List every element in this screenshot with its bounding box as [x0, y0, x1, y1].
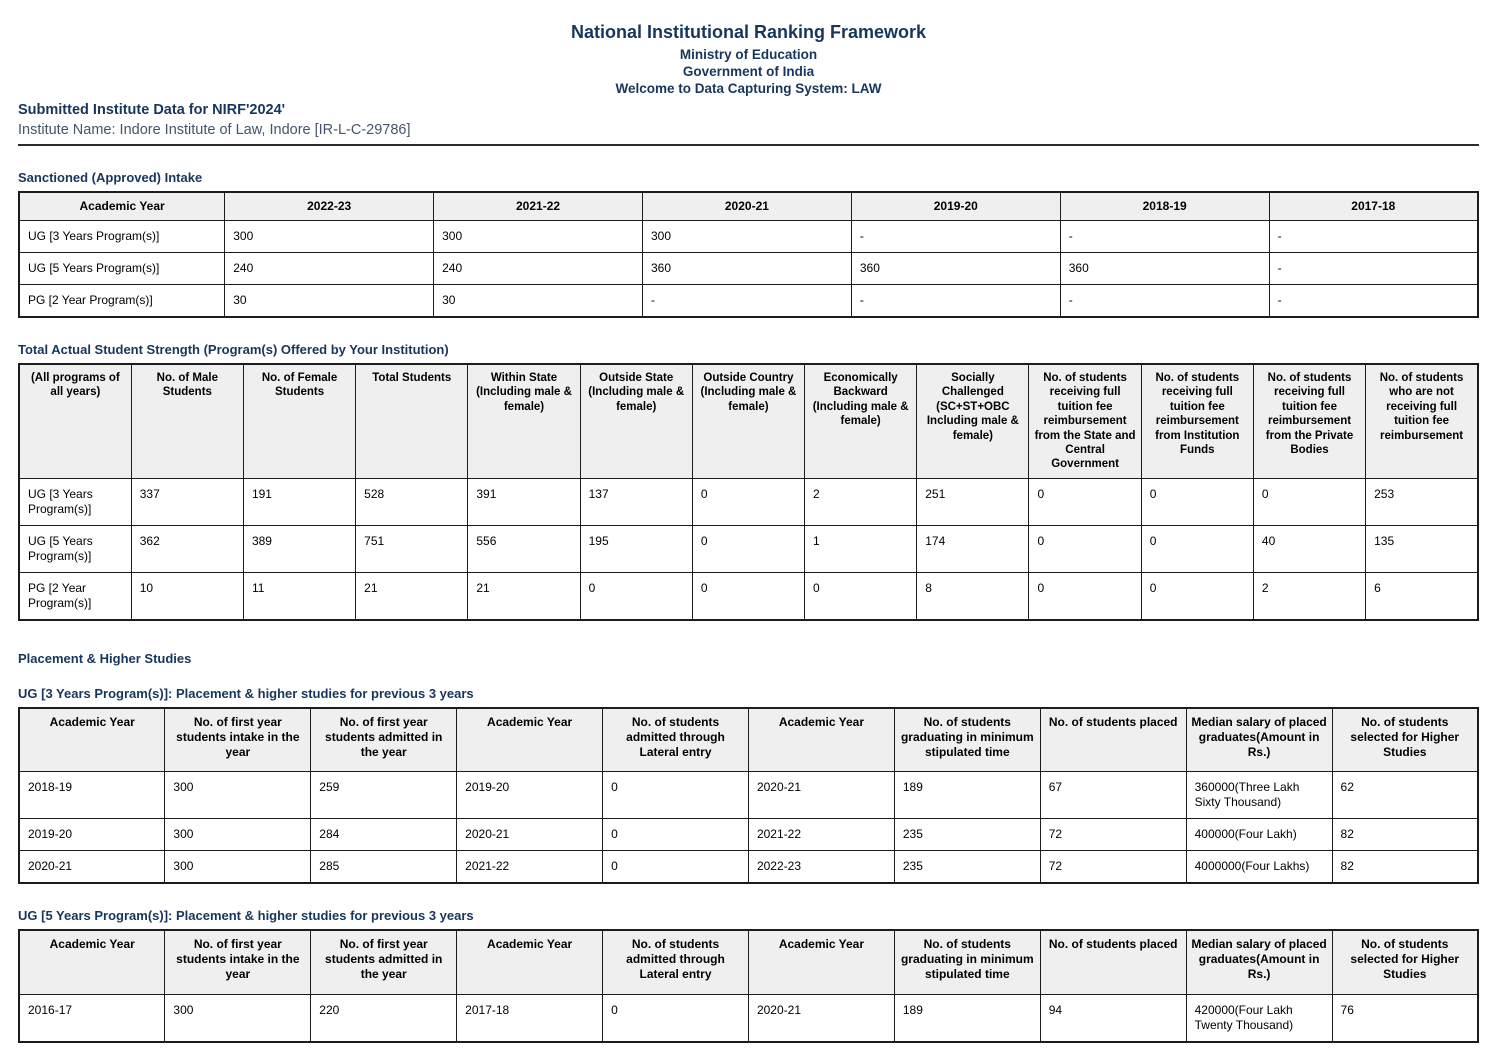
column-header: No. of students receiving full tuition fee reimbursement from the Private Bodies — [1253, 364, 1365, 478]
column-header: No. of first year students intake in the year — [165, 930, 311, 994]
column-header: No. of students receiving full tuition fee reimbursement from Institution Funds — [1141, 364, 1253, 478]
table-cell: 300 — [642, 221, 851, 253]
table-cell: 94 — [1040, 994, 1186, 1042]
placement-heading: Placement & Higher Studies — [18, 650, 192, 666]
column-header: No. of first year students admitted in the year — [311, 708, 457, 772]
placement-section — [18, 651, 1479, 1043]
table-cell: - — [642, 285, 851, 318]
institute-name: Institute Name: Indore Institute of Law, Indore [IR-L-C-29786] — [18, 122, 411, 138]
table-cell: 2019-20 — [457, 772, 603, 819]
ug5-placement-table — [18, 929, 1479, 1043]
spacer — [18, 146, 1479, 170]
table-cell: 0 — [1029, 572, 1141, 620]
column-header: No. of students who are not receiving full tuition fee reimbursement — [1366, 364, 1478, 478]
column-header: Median salary of placed graduates(Amount in Rs.) — [1186, 708, 1332, 772]
table-cell: 195 — [580, 525, 692, 572]
table-cell: 0 — [1029, 478, 1141, 525]
table-cell: 4000000(Four Lakhs) — [1186, 851, 1332, 884]
table-cell: 391 — [468, 478, 580, 525]
table-cell: 174 — [917, 525, 1029, 572]
table-cell: 72 — [1040, 819, 1186, 851]
sanctioned-intake-heading: Sanctioned (Approved) Intake — [18, 170, 203, 185]
column-header: Outside Country (Including male & female) — [692, 364, 804, 478]
column-header: No. of Female Students — [243, 364, 355, 478]
ug3-placement-table — [18, 707, 1479, 885]
table-cell: 8 — [917, 572, 1029, 620]
table-cell: 82 — [1332, 851, 1478, 884]
table-cell: 389 — [243, 525, 355, 572]
spacer — [18, 621, 1479, 651]
column-header: Outside State (Including male & female) — [580, 364, 692, 478]
table-cell: 528 — [356, 478, 468, 525]
table-cell: - — [1269, 221, 1478, 253]
table-cell: 360000(Three Lakh Sixty Thousand) — [1186, 772, 1332, 819]
table-cell: PG [2 Year Program(s)] — [19, 572, 131, 620]
column-header: Socially Challenged (SC+ST+OBC Including male & female) — [917, 364, 1029, 478]
column-header: (All programs of all years) — [19, 364, 131, 478]
column-header: No. of students admitted through Lateral entry — [603, 930, 749, 994]
table-cell: 259 — [311, 772, 457, 819]
column-header: No. of students placed — [1040, 930, 1186, 994]
table-cell: 2021-22 — [457, 851, 603, 884]
table-cell: 189 — [894, 994, 1040, 1042]
table-cell: 0 — [1141, 525, 1253, 572]
table-cell: 2020-21 — [457, 819, 603, 851]
submitted-data-heading: Submitted Institute Data for NIRF'2024' — [18, 102, 286, 118]
table-cell: 0 — [1141, 478, 1253, 525]
government-subtitle: Government of India — [682, 64, 815, 79]
table-cell: 240 — [225, 253, 434, 285]
column-header: No. of students receiving full tuition fee reimbursement from the State and Central Government — [1029, 364, 1141, 478]
table-cell: UG [3 Years Program(s)] — [19, 478, 131, 525]
table-cell: 76 — [1332, 994, 1478, 1042]
table-cell: - — [1269, 285, 1478, 318]
table-row — [19, 851, 1478, 884]
table-cell: 300 — [165, 994, 311, 1042]
table-cell: 556 — [468, 525, 580, 572]
table-cell: 360 — [642, 253, 851, 285]
table-row — [19, 772, 1478, 819]
table-cell: 6 — [1366, 572, 1478, 620]
spacer — [18, 672, 1479, 686]
table-cell: 220 — [311, 994, 457, 1042]
ug3-placement-heading: UG [3 Years Program(s)]: Placement & higher studies for previous 3 years — [18, 685, 474, 701]
table-row — [19, 253, 1478, 285]
table-cell: 82 — [1332, 819, 1478, 851]
table-cell: - — [851, 221, 1060, 253]
table-cell: 62 — [1332, 772, 1478, 819]
table-cell: 400000(Four Lakh) — [1186, 819, 1332, 851]
sanctioned-intake-section — [18, 170, 1479, 318]
table-cell: - — [851, 285, 1060, 318]
column-header: Academic Year — [19, 192, 225, 221]
table-cell: 2016-17 — [19, 994, 165, 1042]
table-cell: 67 — [1040, 772, 1186, 819]
table-cell: 191 — [243, 478, 355, 525]
table-cell: UG [3 Years Program(s)] — [19, 221, 225, 253]
column-header: 2021-22 — [434, 192, 643, 221]
ug5-placement-heading: UG [5 Years Program(s)]: Placement & higher studies for previous 3 years — [18, 908, 474, 924]
column-header: Academic Year — [748, 930, 894, 994]
column-header: 2022-23 — [225, 192, 434, 221]
column-header: Academic Year — [19, 930, 165, 994]
table-cell: 0 — [603, 994, 749, 1042]
table-cell: 251 — [917, 478, 1029, 525]
table-cell: PG [2 Year Program(s)] — [19, 285, 225, 318]
page-header — [18, 22, 1479, 96]
table-cell: 0 — [1253, 478, 1365, 525]
column-header: 2020-21 — [642, 192, 851, 221]
page-title: National Institutional Ranking Framework — [570, 22, 927, 42]
table-cell: 0 — [692, 525, 804, 572]
table-cell: - — [1060, 285, 1269, 318]
column-header: No. of first year students intake in the year — [165, 708, 311, 772]
header-row — [19, 708, 1478, 772]
header-row — [19, 192, 1478, 221]
column-header: No. of students placed — [1040, 708, 1186, 772]
column-header: No. of students graduating in minimum stipulated time — [894, 930, 1040, 994]
column-header: Within State (Including male & female) — [468, 364, 580, 478]
table-cell: 235 — [894, 851, 1040, 884]
table-cell: 189 — [894, 772, 1040, 819]
table-cell: 235 — [894, 819, 1040, 851]
table-cell: 0 — [692, 478, 804, 525]
table-cell: 1 — [805, 525, 917, 572]
table-cell: 21 — [356, 572, 468, 620]
student-strength-heading: Total Actual Student Strength (Program(s) Offered by Your Institution) — [18, 342, 449, 357]
table-row — [19, 525, 1478, 572]
column-header: No. of students selected for Higher Studies — [1332, 930, 1478, 994]
table-cell: 2 — [1253, 572, 1365, 620]
table-cell: 300 — [434, 221, 643, 253]
table-row — [19, 819, 1478, 851]
table-cell: 0 — [805, 572, 917, 620]
table-cell: 40 — [1253, 525, 1365, 572]
table-cell: 0 — [603, 772, 749, 819]
table-cell: 0 — [692, 572, 804, 620]
column-header: Academic Year — [457, 708, 603, 772]
table-cell: 0 — [603, 851, 749, 884]
table-cell: 360 — [851, 253, 1060, 285]
table-cell: UG [5 Years Program(s)] — [19, 253, 225, 285]
column-header: Total Students — [356, 364, 468, 478]
table-cell: 2 — [805, 478, 917, 525]
column-header: Median salary of placed graduates(Amount in Rs.) — [1186, 930, 1332, 994]
table-cell: 30 — [225, 285, 434, 318]
table-cell: 420000(Four Lakh Twenty Thousand) — [1186, 994, 1332, 1042]
welcome-subtitle: Welcome to Data Capturing System: LAW — [615, 81, 882, 96]
table-cell: 360 — [1060, 253, 1269, 285]
table-row — [19, 994, 1478, 1042]
column-header: Academic Year — [19, 708, 165, 772]
table-cell: - — [1060, 221, 1269, 253]
table-cell: 300 — [225, 221, 434, 253]
table-cell: 2018-19 — [19, 772, 165, 819]
column-header: Academic Year — [748, 708, 894, 772]
column-header: No. of students selected for Higher Studies — [1332, 708, 1478, 772]
table-cell: 30 — [434, 285, 643, 318]
ministry-subtitle: Ministry of Education — [679, 47, 818, 62]
table-cell: 2020-21 — [748, 994, 894, 1042]
table-row — [19, 572, 1478, 620]
table-cell: 21 — [468, 572, 580, 620]
spacer — [18, 318, 1479, 342]
table-cell: 2021-22 — [748, 819, 894, 851]
table-cell: 300 — [165, 772, 311, 819]
column-header: No. of Male Students — [131, 364, 243, 478]
table-cell: 362 — [131, 525, 243, 572]
institute-block — [18, 102, 1479, 146]
table-row — [19, 285, 1478, 318]
column-header: No. of students admitted through Lateral entry — [603, 708, 749, 772]
table-row — [19, 478, 1478, 525]
table-cell: 2020-21 — [748, 772, 894, 819]
table-cell: - — [1269, 253, 1478, 285]
table-cell: 285 — [311, 851, 457, 884]
column-header: No. of students graduating in minimum stipulated time — [894, 708, 1040, 772]
header-row — [19, 930, 1478, 994]
column-header: No. of first year students admitted in the year — [311, 930, 457, 994]
table-cell: 2022-23 — [748, 851, 894, 884]
student-strength-section — [18, 342, 1479, 621]
column-header: Academic Year — [457, 930, 603, 994]
table-cell: 2019-20 — [19, 819, 165, 851]
table-cell: 284 — [311, 819, 457, 851]
column-header: 2019-20 — [851, 192, 1060, 221]
table-cell: 253 — [1366, 478, 1478, 525]
table-cell: 300 — [165, 851, 311, 884]
table-cell: 11 — [243, 572, 355, 620]
table-cell: 300 — [165, 819, 311, 851]
table-cell: 0 — [580, 572, 692, 620]
student-strength-table — [18, 363, 1479, 621]
column-header: 2018-19 — [1060, 192, 1269, 221]
table-cell: 72 — [1040, 851, 1186, 884]
table-cell: 135 — [1366, 525, 1478, 572]
table-cell: 0 — [603, 819, 749, 851]
table-cell: 240 — [434, 253, 643, 285]
spacer — [18, 884, 1479, 908]
table-cell: UG [5 Years Program(s)] — [19, 525, 131, 572]
sanctioned-intake-table — [18, 191, 1479, 318]
table-cell: 2020-21 — [19, 851, 165, 884]
table-cell: 0 — [1029, 525, 1141, 572]
column-header: Economically Backward (Including male & female) — [805, 364, 917, 478]
table-cell: 751 — [356, 525, 468, 572]
column-header: 2017-18 — [1269, 192, 1478, 221]
table-row — [19, 221, 1478, 253]
table-cell: 0 — [1141, 572, 1253, 620]
header-row — [19, 364, 1478, 478]
table-cell: 10 — [131, 572, 243, 620]
table-cell: 137 — [580, 478, 692, 525]
table-cell: 2017-18 — [457, 994, 603, 1042]
table-cell: 337 — [131, 478, 243, 525]
